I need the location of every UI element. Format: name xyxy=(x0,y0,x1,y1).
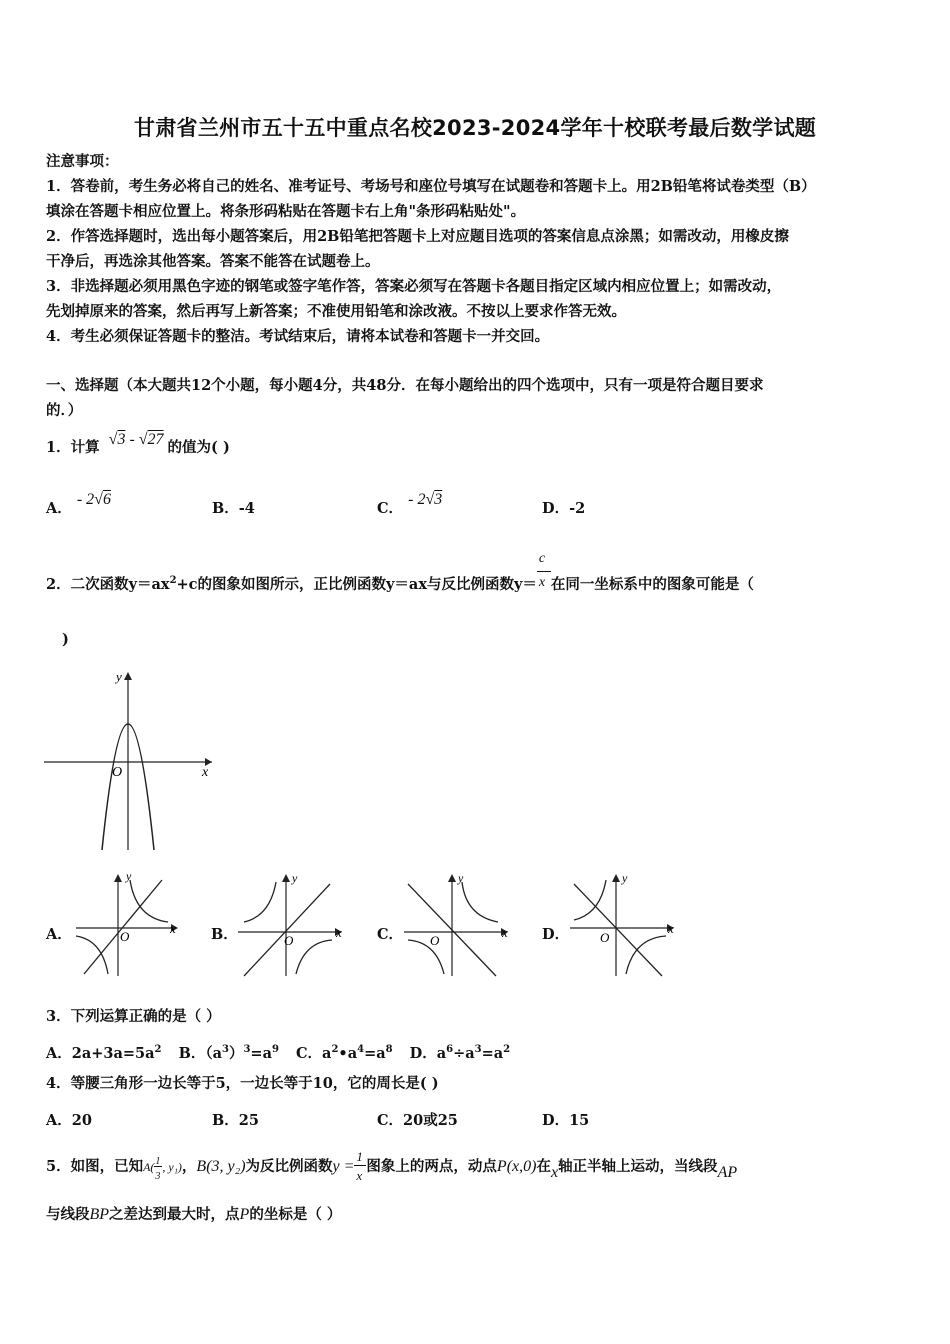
q3-option-d-post: =a xyxy=(481,1044,504,1062)
q2-superscript: 2 xyxy=(169,575,177,587)
sqrt-icon: √ xyxy=(108,431,118,448)
question-5-line-2 xyxy=(46,1205,341,1225)
q3-option-d[interactable] xyxy=(410,1045,510,1062)
q5-fraction xyxy=(354,1149,366,1183)
q3-option-b-sup2: 3 xyxy=(243,1044,251,1055)
q3-option-c-pre: a xyxy=(322,1044,332,1062)
notice-line-6: 先划掉原来的答案，然后再写上新答案；不准使用铅笔和涂改液。不按以上要求作答无效。 xyxy=(46,303,626,320)
q5-point-a xyxy=(143,1156,182,1183)
q1-minus: - xyxy=(125,431,139,448)
q3-option-b-label: B． xyxy=(178,1044,206,1062)
question-5-line-1 xyxy=(46,1149,738,1183)
q2-option-c-label[interactable]: C． xyxy=(377,926,404,943)
y-axis-arrow-icon xyxy=(114,874,122,882)
q5-point-a-fraction xyxy=(154,1156,162,1183)
q1-prefix: 1．计算 xyxy=(46,439,100,456)
q2-close-paren: ) xyxy=(62,631,69,648)
q3-option-d-pre: a xyxy=(436,1044,447,1062)
sqrt-icon: √ xyxy=(138,431,148,448)
q3-option-a-sup: 2 xyxy=(154,1044,162,1055)
q5-line2-suffix: 的坐标是（ ） xyxy=(249,1206,342,1223)
q1-option-a-label: A． xyxy=(46,500,72,517)
q1-option-a-coef: - 2 xyxy=(76,491,95,508)
q5-y-equals: y = xyxy=(332,1158,355,1175)
section-heading-line-1: 一、选择题（本大题共12个小题，每小题4分，共48分．在每小题给出的四个选项中，只有一项是符合题目要求 xyxy=(46,377,764,394)
q1-expression xyxy=(109,431,168,448)
q5-segment-ap: AP xyxy=(717,1164,738,1181)
q3-option-c-sup2: 4 xyxy=(357,1044,365,1055)
q5-part-1: 5．如图，已知 xyxy=(46,1158,144,1175)
section-heading-line-2: 的．） xyxy=(46,402,83,419)
q2-part-2: +c的图象如图所示，正比例函数y＝ax与反比例函数y＝ xyxy=(176,576,537,593)
q1-option-b-text: -4 xyxy=(238,500,255,517)
q3-option-b-post: =a xyxy=(250,1044,272,1062)
q5-line2-prefix: 与线段 xyxy=(46,1206,90,1223)
y-axis-label: y xyxy=(622,871,628,885)
notice-line-7: 4．考生必须保证答题卡的整洁。考试结束后，请将本试卷和答题卡一并交回。 xyxy=(46,328,550,345)
q5-fraction-denominator: x xyxy=(356,1168,363,1183)
q5-fraction-a-numerator: 1 xyxy=(155,1156,161,1168)
q3-option-c-post: =a xyxy=(364,1044,386,1062)
q3-option-a[interactable] xyxy=(46,1045,162,1062)
hyperbola-branch-1 xyxy=(462,882,498,922)
q3-option-c-sup1: 2 xyxy=(331,1044,339,1055)
q5-point-a-rest: , y₁) xyxy=(162,1160,182,1174)
hyperbola-branch-1 xyxy=(130,880,168,922)
notice-line-4: 干净后，再选涂其他答案。答案不能答在试题卷上。 xyxy=(46,253,380,270)
x-axis-label: x xyxy=(170,921,176,936)
q3-option-a-label: A． xyxy=(46,1044,72,1062)
line-graph xyxy=(244,884,330,976)
q5-line2-middle: 之差达到最大时，点 xyxy=(109,1206,240,1223)
notice-line-3: 2．作答选择题时，选出每小题答案后，用2B铅笔把答题卡上对应题目选项的答案信息点涂黑；如需改动，用橡皮擦 xyxy=(46,228,789,245)
y-axis-label: y xyxy=(292,871,298,885)
q2-part-1: 2．二次函数y＝ax xyxy=(46,576,170,593)
origin-label: O xyxy=(600,930,610,945)
q5-part-4: 在 xyxy=(536,1158,551,1175)
q3-option-d-sup3: 2 xyxy=(503,1044,511,1055)
q3-option-c-label: C． xyxy=(296,1044,323,1062)
q4-option-d[interactable]: D．15 xyxy=(542,1112,590,1129)
q1-option-a-value xyxy=(77,491,111,508)
q5-part-2: 为反比例函数 xyxy=(245,1158,333,1175)
x-axis-label: x xyxy=(668,921,674,936)
q2-parabola-graph xyxy=(44,668,216,850)
q2-option-b-label[interactable]: B． xyxy=(211,926,238,943)
q5-fraction-a-denominator: 3 xyxy=(155,1171,161,1183)
q5-part-5: 轴正半轴上运动，当线段 xyxy=(558,1158,718,1175)
q1-option-c-value xyxy=(408,491,442,508)
q1-option-c[interactable] xyxy=(377,491,443,518)
q1-option-c-coef: - 2 xyxy=(408,491,426,508)
q4-option-a[interactable]: A．20 xyxy=(46,1112,92,1129)
q1-option-d-label: D． xyxy=(542,500,570,517)
origin-label: O xyxy=(430,933,440,948)
q3-option-d-label: D． xyxy=(409,1044,437,1062)
y-axis-arrow-icon xyxy=(282,874,290,882)
q5-point-b: B(3, y₂) xyxy=(196,1158,246,1175)
q2-option-a-label[interactable]: A． xyxy=(46,926,72,943)
y-axis-arrow-icon xyxy=(448,874,456,882)
q2-fraction-numerator: c xyxy=(538,551,546,566)
q3-option-c[interactable] xyxy=(296,1045,393,1062)
q1-option-d-text: -2 xyxy=(569,500,586,517)
q1-option-b-label: B． xyxy=(212,500,239,517)
q5-point-p-symbol: P xyxy=(239,1206,250,1223)
q1-option-b[interactable] xyxy=(212,497,255,518)
x-axis-label: x xyxy=(502,925,508,940)
q5-part-3: 图象上的两点，动点 xyxy=(366,1158,497,1175)
q5-x-axis-symbol: x xyxy=(550,1164,559,1181)
q2-part-3: 在同一坐标系中的图象可能是（ xyxy=(550,576,754,593)
notice-line-1: 1．答卷前，考生务必将自己的姓名、准考证号、考场号和座位号填写在试题卷和答题卡上。用2B铅笔将试卷类型（B） xyxy=(46,178,816,195)
sqrt-icon: √ xyxy=(425,491,435,508)
notice-line-5: 3．非选择题必须用黑色字迹的钢笔或签字笔作答，答案必须写在答题卡各题目指定区域内相应位置上；如需改动， xyxy=(46,278,782,295)
q3-option-d-mid: ÷a xyxy=(453,1044,475,1062)
q3-option-b[interactable] xyxy=(179,1045,279,1062)
q3-option-b-pre: （a xyxy=(205,1044,222,1062)
hyperbola-branch-1 xyxy=(244,882,276,922)
origin-label: O xyxy=(284,933,294,948)
q3-option-a-text: 2a+3a=5a xyxy=(71,1044,155,1062)
question-1 xyxy=(46,431,230,458)
y-axis-arrow-icon xyxy=(612,874,620,882)
sqrt-icon: √ xyxy=(94,491,103,508)
line-graph xyxy=(574,884,662,976)
q1-option-d[interactable] xyxy=(542,497,585,518)
hyperbola-branch-2 xyxy=(296,940,332,974)
q2-fraction-denominator: x xyxy=(538,575,546,590)
q1-suffix: 的值为( ) xyxy=(167,439,230,456)
q1-option-a[interactable] xyxy=(46,491,111,518)
q3-options xyxy=(46,1040,510,1064)
x-axis-label: x xyxy=(336,925,342,940)
q3-option-b-sup3: 9 xyxy=(271,1044,279,1055)
q1-option-a-rad: 6 xyxy=(102,491,111,508)
q2-fraction xyxy=(537,551,551,590)
q3-option-b-mid: ） xyxy=(228,1044,244,1062)
q2-option-c-graph[interactable] xyxy=(404,870,514,978)
q4-option-c[interactable]: C．20或25 xyxy=(377,1112,458,1129)
q2-option-b-graph[interactable] xyxy=(238,870,348,978)
question-2 xyxy=(46,551,754,595)
fraction-bar xyxy=(537,571,551,572)
q3-option-b-sup1: 3 xyxy=(221,1044,229,1055)
q3-option-d-sup1: 6 xyxy=(446,1044,454,1055)
q1-option-c-label: C． xyxy=(377,500,404,517)
line-graph xyxy=(84,880,162,974)
x-axis-label: x xyxy=(202,765,209,780)
q1-radicand-a: 3 xyxy=(117,431,126,448)
y-axis-label: y xyxy=(126,870,132,883)
notice-heading: 注意事项： xyxy=(46,153,119,170)
q2-option-d-graph[interactable] xyxy=(570,870,680,978)
q4-option-b[interactable]: B．25 xyxy=(212,1112,259,1129)
question-3: 3．下列运算正确的是（ ） xyxy=(46,1008,221,1025)
origin-label: O xyxy=(112,765,123,780)
y-axis-label: y xyxy=(458,871,464,885)
q5-segment-bp: BP xyxy=(89,1206,110,1223)
q5-point-a-prefix: A( xyxy=(143,1160,155,1174)
q1-option-c-rad: 3 xyxy=(434,491,443,508)
y-axis-arrow-icon xyxy=(124,672,132,680)
question-4: 4．等腰三角形一边长等于5，一边长等于10，它的周长是( ) xyxy=(46,1075,439,1092)
page-title: 甘肃省兰州市五十五中重点名校2023-2024学年十校联考最后数学试题 xyxy=(133,116,817,140)
hyperbola-branch-2 xyxy=(626,936,666,974)
q5-fraction-numerator: 1 xyxy=(356,1149,363,1164)
q3-option-c-sup3: 8 xyxy=(385,1044,393,1055)
q5-comma: ， xyxy=(181,1158,197,1175)
origin-label: O xyxy=(120,929,130,944)
q2-option-d-label[interactable]: D． xyxy=(542,926,570,943)
q1-radicand-b: 27 xyxy=(147,431,164,448)
q5-point-p: P(x,0) xyxy=(496,1158,537,1175)
notice-line-2: 填涂在答题卡相应位置上。将条形码粘贴在答题卡右上角"条形码粘贴处"。 xyxy=(46,203,526,220)
q3-option-c-mid: •a xyxy=(338,1044,358,1062)
y-axis-label: y xyxy=(116,669,122,684)
q2-option-a-graph[interactable] xyxy=(76,870,184,978)
q3-option-d-sup2: 3 xyxy=(474,1044,482,1055)
hyperbola-branch-2 xyxy=(76,936,108,974)
